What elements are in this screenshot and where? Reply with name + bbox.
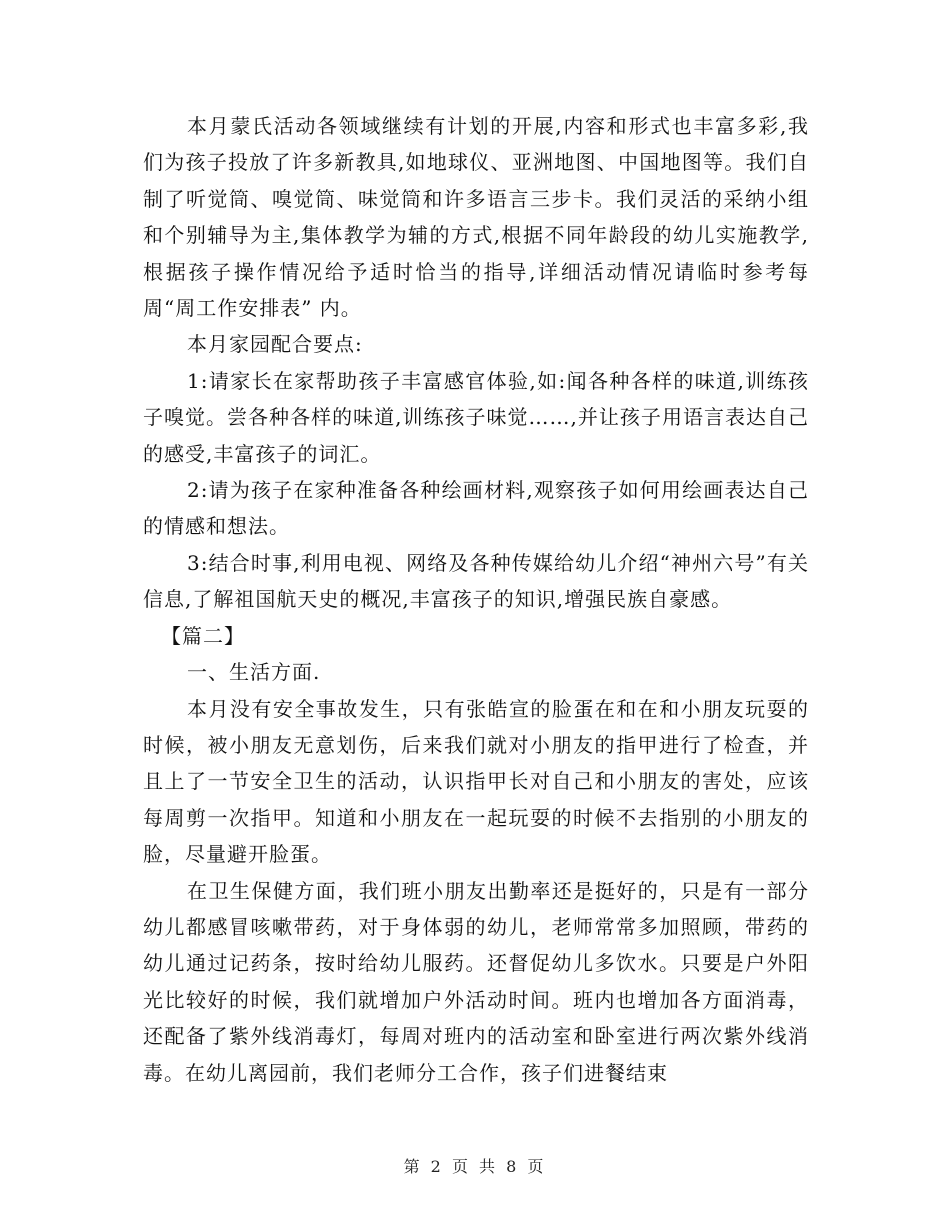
paragraph-montessori-activities: 本月蒙氏活动各领域继续有计划的开展,内容和形式也丰富多彩,我们为孩子投放了许多新教具,如地球仪、亚洲地图、中国地图等。我们自制了听觉筒、嗅觉筒、味觉筒和许多语言三步卡。我们灵活的采纳小组和个别辅导为主,集体教学为辅的方式,根据不同年龄段的幼儿实施教学,根据孩子操作情况给予适时恰当的指导,详细活动情况请临时参考每周“周工作安排表” 内。 <box>143 114 809 321</box>
paragraph-safety: 本月没有安全事故发生，只有张皓宣的脸蛋在和在和小朋友玩耍的时候，被小朋友无意划伤，后来我们就对小朋友的指甲进行了检查，并且上了一节安全卫生的活动，认识指甲长对自己和小朋友的害处，应该每周剪一次指甲。知道和小朋友在一起玩耍的时候不去指别的小朋友的脸，尽量避开脸蛋。 <box>143 696 809 867</box>
paragraph-home-school-heading: 本月家园配合要点: <box>187 332 363 357</box>
section-heading-life: 一、生活方面. <box>187 660 321 685</box>
paragraph-point-1: 1:请家长在家帮助孩子丰富感官体验,如:闻各种各样的味道,训练孩子嗅觉。尝各种各样的味道,训练孩子味觉……,并让孩子用语言表达自己的感受,丰富孩子的词汇。 <box>143 368 809 466</box>
document-body <box>143 108 809 1091</box>
section-heading-part-two: 【篇二】 <box>161 623 245 648</box>
paragraph-health-care: 在卫生保健方面，我们班小朋友出勤率还是挺好的，只是有一部分幼儿都感冒咳嗽带药，对于身体弱的幼儿，老师常常多加照顾，带药的幼儿通过记药条，按时给幼儿服药。还督促幼儿多饮水。只要是户外阳光比较好的时候，我们就增加户外活动时间。班内也增加各方面消毒，还配备了紫外线消毒灯，每周对班内的活动室和卧室进行两次紫外线消毒。在幼儿离园前，我们老师分工合作，孩子们进餐结束 <box>143 878 809 1085</box>
paragraph-point-3: 3:结合时事,利用电视、网络及各种传媒给幼儿介绍“神州六号”有关信息,了解祖国航天史的概况,丰富孩子的知识,增强民族自豪感。 <box>143 550 809 612</box>
paragraph-point-2: 2:请为孩子在家种准备各种绘画材料,观察孩子如何用绘画表达自己的情感和想法。 <box>143 478 809 539</box>
page-number-footer: 第 2 页 共 8 页 <box>403 1157 547 1176</box>
